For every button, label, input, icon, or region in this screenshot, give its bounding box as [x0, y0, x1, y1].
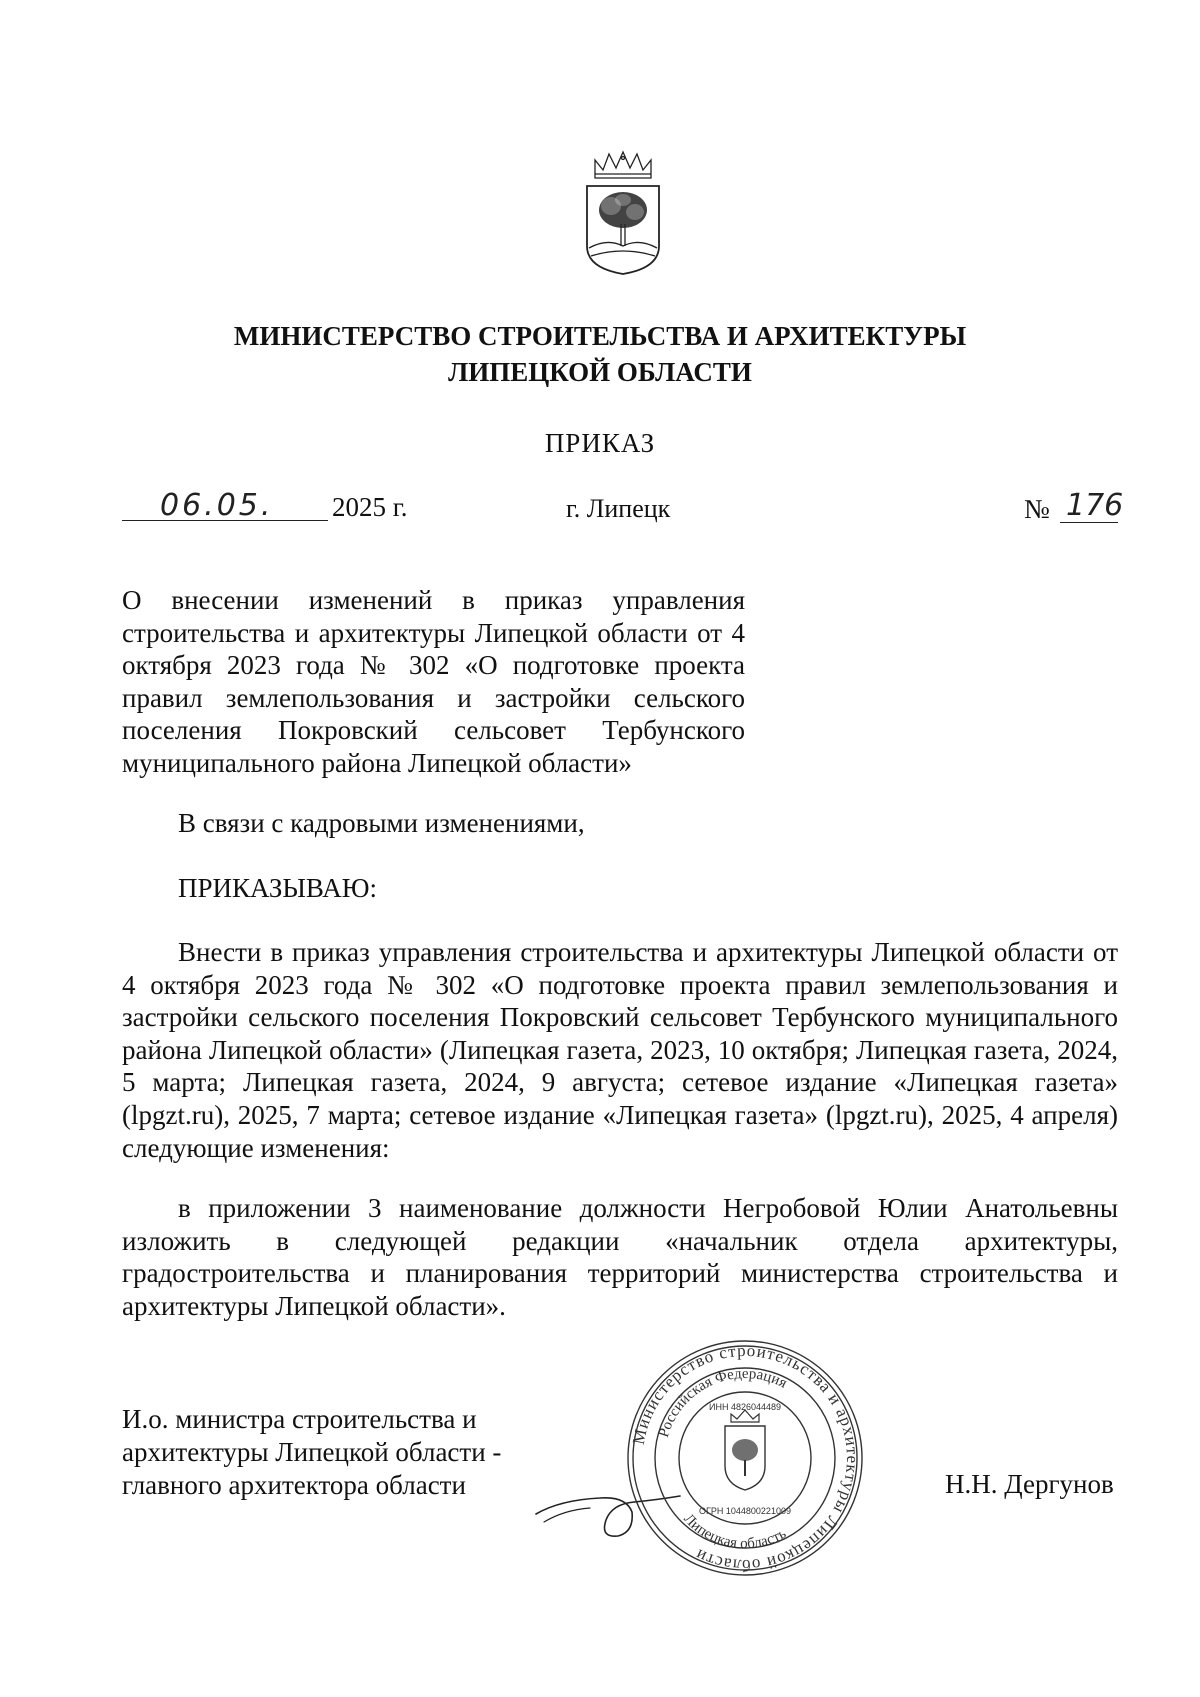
document-subject: О внесении изменений в приказ управления строительства и архитектуры Липецкой области от 4 октября 2023 года № 302 «О подготовке проекта правил землепользования и застройки сельского поселения Покровский сельсовет Тербунского муниципального района Липецкой области»: [122, 585, 745, 778]
stamp-emblem-icon: [725, 1410, 765, 1490]
document-year: 2025 г.: [332, 492, 408, 522]
stamp-bottom-text: Липецкая область: [680, 1510, 789, 1553]
order-word: ПРИКАЗЫВАЮ:: [178, 873, 377, 903]
stamp-ogrn: ОГРН 1044800221009: [699, 1506, 791, 1516]
number-sign: №: [1024, 494, 1050, 524]
order-paragraph-2: в приложении 3 наименование должности Негробовой Юлии Анатольевны изложить в следующей редакции «начальник отдела архитектуры, градостроительства и планирования территорий министерства строительства и архитектуры Липецкой области».: [122, 1193, 1118, 1321]
organization-name-line1: МИНИСТЕРСТВО СТРОИТЕЛЬСТВА И АРХИТЕКТУРЫ: [233, 321, 967, 351]
signer-name: Н.Н. Дергунов: [945, 1469, 1114, 1499]
official-stamp: [625, 1338, 865, 1578]
order-paragraph-1: Внести в приказ управления строительства и архитектуры Липецкой области от 4 октября 2023 года № 302 «О подготовке проекта правил землепользования и застройки сельского поселения Покровский сельсовет Тербунского муниципального района Липецкой области» (Липецкая газета, 2023, 10 октября; Липецкая газета, 2024, 5 марта; Липецкая газета, 2024, 9 августа; сетевое издание «Липецкая газета» (lpgzt.ru), 2025, 7 марта; сетевое издание «Липецкая газета» (lpgzt.ru), 2025, 4 апреля) следующие изменения:: [122, 937, 1118, 1163]
signatory-title-line3: главного архитектора области: [122, 1470, 466, 1500]
document-type-title: ПРИКАЗ: [544, 428, 656, 458]
handwritten-number: 176: [1066, 488, 1124, 523]
stamp-outer-text: Министерство строительства и архитектуры Липецкой области: [628, 1340, 863, 1576]
document-city: г. Липецк: [566, 494, 671, 523]
organization-name-line2: ЛИПЕЦКОЙ ОБЛАСТИ: [448, 357, 752, 387]
signatory-title: [122, 1403, 542, 1502]
signatory-title-line1: И.о. министра строительства и: [122, 1404, 477, 1434]
handwritten-date: 06.05.: [160, 488, 274, 523]
svg-text:Липецкая область: [680, 1511, 789, 1552]
stamp-inner-text: Российская Федерация: [655, 1365, 790, 1440]
signatory-title-line2: архитектуры Липецкой области -: [122, 1437, 502, 1467]
reason-line: В связи с кадровыми изменениями,: [178, 808, 585, 838]
coat-of-arms-emblem: [583, 150, 663, 278]
stamp-inn: ИНН 4826044489: [708, 1402, 782, 1412]
